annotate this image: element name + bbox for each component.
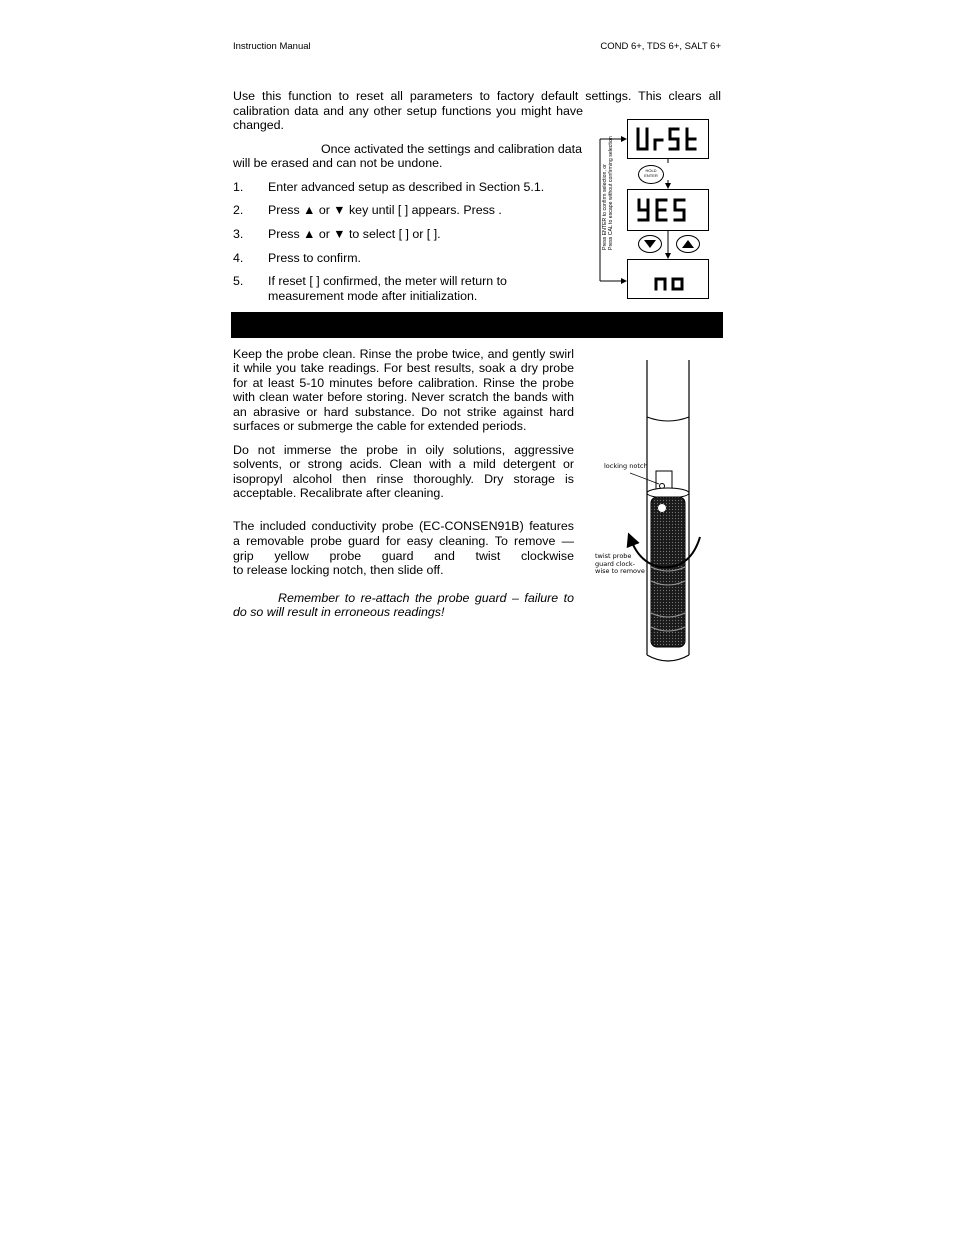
care-p3-line: The included conductivity probe (EC-CONSEN91B) features bbox=[233, 519, 574, 533]
triangle-down-icon bbox=[639, 236, 661, 252]
locking-notch-label: locking notch bbox=[604, 462, 648, 470]
enter-cal-note-line-2: Press CAL to escape without confirming selection bbox=[608, 136, 614, 250]
twist-label-line-2: guard clock- bbox=[595, 559, 636, 568]
step-number: 4. bbox=[233, 251, 244, 265]
step-number: 1. bbox=[233, 180, 244, 194]
step-text: Press ▲ or ▼ to select [ ] or [ ]. bbox=[268, 227, 441, 241]
step-number: 5. bbox=[233, 274, 244, 288]
hold-label: HOLD bbox=[645, 168, 657, 173]
twist-label bbox=[595, 553, 645, 576]
enter-cal-note-line-1: Press ENTER to confirm selection, or bbox=[602, 164, 608, 250]
header-model-names: COND 6+, TDS 6+, SALT 6+ bbox=[600, 41, 721, 52]
care-paragraph-1 bbox=[233, 347, 574, 433]
reset-intro-line-2: calibration data and any other setup functions you might have bbox=[233, 104, 583, 118]
section-header-bar bbox=[231, 312, 723, 338]
step-text: If reset [ ] confirmed, the meter will return to bbox=[268, 274, 507, 288]
step-text: Press ▲ or ▼ key until [ ] appears. Press . bbox=[268, 203, 502, 217]
enter-cal-note bbox=[602, 136, 614, 250]
step-number: 3. bbox=[233, 227, 244, 241]
care-p2-line: solvents, or strong acids. Clean with a mild detergent or bbox=[233, 457, 574, 472]
care-note-line-2: do so will result in erroneous readings! bbox=[233, 605, 445, 620]
care-p1-line: it while you take readings. For best results, soak a dry probe bbox=[233, 361, 574, 376]
care-p1-line: for at least 5-10 minutes before calibration. Rinse the probe bbox=[233, 375, 574, 390]
lcd-display-yes bbox=[627, 189, 709, 231]
step-text-continued: measurement mode after initialization. bbox=[268, 289, 478, 303]
care-p1-line: Keep the probe clean. Rinse the probe twice, and gently swirl bbox=[233, 347, 574, 361]
down-arrow-button[interactable] bbox=[638, 235, 662, 253]
care-p2-line: isopropyl alcohol then rinse thoroughly. Dry storage is bbox=[233, 471, 574, 486]
reset-warning-line-1: Once activated the settings and calibration data bbox=[320, 142, 582, 156]
triangle-up-icon bbox=[677, 236, 699, 252]
probe-drawing bbox=[590, 355, 715, 670]
header-manual-title: Instruction Manual bbox=[233, 41, 311, 52]
care-p2-line: acceptable. Recalibrate after cleaning. bbox=[233, 486, 444, 501]
twist-label-line-1: twist probe bbox=[595, 552, 632, 560]
care-p1-line: with clean water before storing. Never scratch the bands with bbox=[233, 390, 574, 405]
reset-warning-line-2: will be erased and can not be undone. bbox=[233, 156, 443, 170]
care-p3-line: to release locking notch, then slide off. bbox=[233, 563, 444, 578]
reset-intro-line-3: changed. bbox=[233, 118, 284, 132]
care-p2-line: Do not immerse the probe in oily solutions, aggressive bbox=[233, 443, 574, 457]
care-paragraph-3 bbox=[233, 519, 574, 578]
step-number: 2. bbox=[233, 203, 244, 217]
enter-label: ENTER bbox=[644, 172, 658, 178]
care-p1-line: an abrasive or hard substance. Do not strike against hard bbox=[233, 404, 574, 419]
reset-intro-line-1: Use this function to reset all parameters to factory default settings. This clears all bbox=[233, 89, 721, 103]
up-arrow-button[interactable] bbox=[676, 235, 700, 253]
lcd-display-urst bbox=[627, 119, 709, 159]
care-p3-line: grip yellow probe guard and twist clockwise bbox=[233, 548, 574, 563]
twist-label-line-3: wise to remove bbox=[595, 567, 645, 575]
step-text: Press to confirm. bbox=[268, 251, 361, 265]
care-note bbox=[233, 591, 574, 620]
care-note-line-1: Remember to re-attach the probe guard – failure to bbox=[278, 591, 574, 605]
step-text: Enter advanced setup as described in Section 5.1. bbox=[268, 180, 545, 194]
care-paragraph-2 bbox=[233, 443, 574, 501]
care-p3-line: a removable probe guard for easy cleaning. To remove — bbox=[233, 533, 574, 548]
hold-enter-button[interactable] bbox=[638, 165, 664, 184]
care-p1-line: surfaces or submerge the cable for extended periods. bbox=[233, 419, 527, 434]
lcd-display-no bbox=[627, 259, 709, 299]
